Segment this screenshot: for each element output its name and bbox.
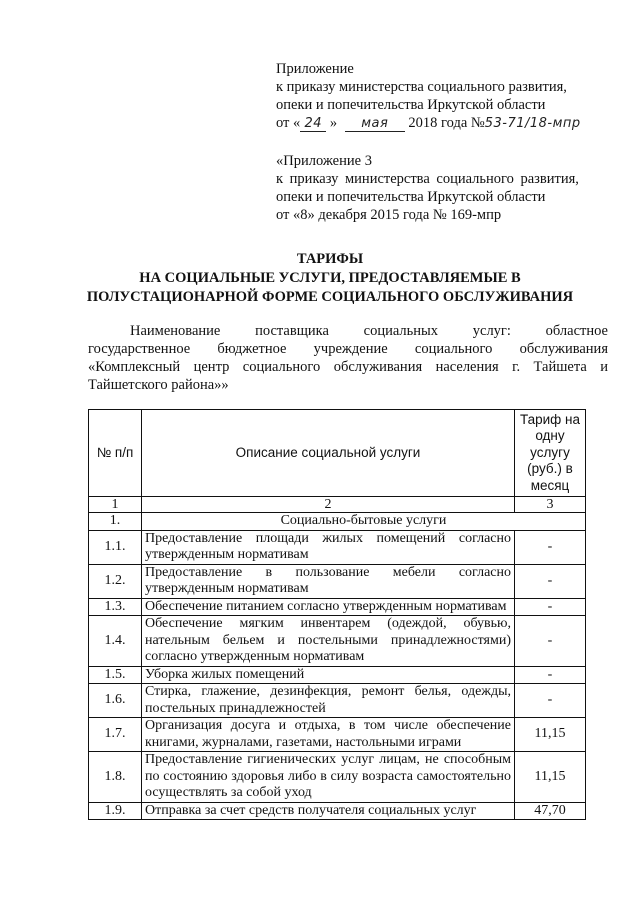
date-day: 24 bbox=[300, 117, 326, 132]
row-description: Предоставление в пользование мебели согласно утвержденным нормативам bbox=[142, 564, 515, 598]
document-title bbox=[40, 250, 620, 307]
row-tariff: 11,15 bbox=[515, 752, 586, 803]
provider-line-1: Наименование поставщика социальных услуг: областное bbox=[130, 323, 608, 339]
row-num: 1.9. bbox=[89, 802, 142, 820]
table-row bbox=[89, 530, 586, 564]
row-description: Организация досуга и отдыха, в том числе обеспечение книгами, журналами, газетами, настольными играми bbox=[142, 718, 515, 752]
appendix3-line-4: от «8» декабря 2015 года № 169-мпр bbox=[276, 207, 502, 223]
row-num: 1.5. bbox=[89, 666, 142, 684]
row-num: 1.6. bbox=[89, 684, 142, 718]
table-row bbox=[89, 752, 586, 803]
provider-line-4: Тайшетского района»» bbox=[88, 377, 229, 393]
appendix-line-3: опеки и попечительства Иркутской области bbox=[276, 97, 546, 113]
section-title: Социально-бытовые услуги bbox=[142, 513, 586, 531]
title-line-1: ТАРИФЫ bbox=[296, 251, 364, 267]
column-number: 1 bbox=[89, 497, 142, 513]
appendix3-line-1: «Приложение 3 bbox=[276, 153, 372, 169]
row-tariff: - bbox=[515, 598, 586, 616]
tariffs-table bbox=[88, 409, 586, 820]
appendix-date-line bbox=[276, 114, 616, 133]
header-description: Описание социальной услуги bbox=[142, 410, 515, 497]
row-tariff: 11,15 bbox=[515, 718, 586, 752]
row-tariff: - bbox=[515, 564, 586, 598]
row-tariff: - bbox=[515, 616, 586, 667]
appendix-line-1: Приложение bbox=[276, 61, 354, 77]
row-description: Обеспечение питанием согласно утвержденным нормативам bbox=[142, 598, 515, 616]
table-header-row bbox=[89, 410, 586, 497]
row-num: 1.3. bbox=[89, 598, 142, 616]
column-number: 2 bbox=[142, 497, 515, 513]
title-line-3: ПОЛУСТАЦИОНАРНОЙ ФОРМЕ СОЦИАЛЬНОГО ОБСЛУЖИВАНИЯ bbox=[86, 289, 574, 305]
row-tariff: - bbox=[515, 684, 586, 718]
row-description: Обеспечение мягким инвентарем (одеждой, обувью, нательным бельем и постельными принадлежностями) согласно утвержденным нормативам bbox=[142, 616, 515, 667]
row-description: Стирка, глажение, дезинфекция, ремонт белья, одежды, постельных принадлежностей bbox=[142, 684, 515, 718]
row-description: Уборка жилых помещений bbox=[142, 666, 515, 684]
column-number-row bbox=[89, 497, 586, 513]
row-num: 1.4. bbox=[89, 616, 142, 667]
row-description: Предоставление площади жилых помещений согласно утвержденным нормативам bbox=[142, 530, 515, 564]
date-prefix: от « bbox=[276, 115, 301, 131]
section-row bbox=[89, 513, 586, 531]
date-year: 2018 года № bbox=[408, 115, 485, 131]
table-row bbox=[89, 802, 586, 820]
section-num: 1. bbox=[89, 513, 142, 531]
date-mid: » bbox=[329, 115, 338, 131]
provider-name bbox=[88, 322, 608, 394]
appendix-line-2: к приказу министерства социального развития, bbox=[276, 79, 567, 95]
date-month: мая bbox=[345, 117, 405, 132]
table-row bbox=[89, 616, 586, 667]
appendix3-line-2: к приказу министерства социального развития, bbox=[276, 171, 579, 187]
appendix-header bbox=[276, 60, 616, 133]
appendix3-line-3: опеки и попечительства Иркутской области bbox=[276, 189, 546, 205]
title-line-2: НА СОЦИАЛЬНЫЕ УСЛУГИ, ПРЕДОСТАВЛЯЕМЫЕ В bbox=[139, 270, 521, 286]
column-number: 3 bbox=[515, 497, 586, 513]
row-description: Отправка за счет средств получателя социальных услуг bbox=[142, 802, 515, 820]
appendix3-header bbox=[276, 152, 616, 224]
table-row bbox=[89, 684, 586, 718]
header-num: № п/п bbox=[89, 410, 142, 497]
table-row bbox=[89, 564, 586, 598]
row-tariff: 47,70 bbox=[515, 802, 586, 820]
table-row bbox=[89, 718, 586, 752]
table-row bbox=[89, 598, 586, 616]
provider-line-2: государственное бюджетное учреждение социального обслуживания bbox=[88, 341, 608, 357]
row-tariff: - bbox=[515, 530, 586, 564]
table-row bbox=[89, 666, 586, 684]
order-number: 53-71/18-мпр bbox=[484, 116, 581, 131]
row-num: 1.1. bbox=[89, 530, 142, 564]
row-tariff: - bbox=[515, 666, 586, 684]
row-num: 1.2. bbox=[89, 564, 142, 598]
row-num: 1.8. bbox=[89, 752, 142, 803]
row-num: 1.7. bbox=[89, 718, 142, 752]
provider-line-3: «Комплексный центр социального обслуживания населения г. Тайшета и bbox=[88, 359, 608, 375]
header-tariff: Тариф на одну услугу (руб.) в месяц bbox=[515, 410, 586, 497]
row-description: Предоставление гигиенических услуг лицам, не способным по состоянию здоровья либо в силу возраста самостоятельно осуществлять за собой уход bbox=[142, 752, 515, 803]
